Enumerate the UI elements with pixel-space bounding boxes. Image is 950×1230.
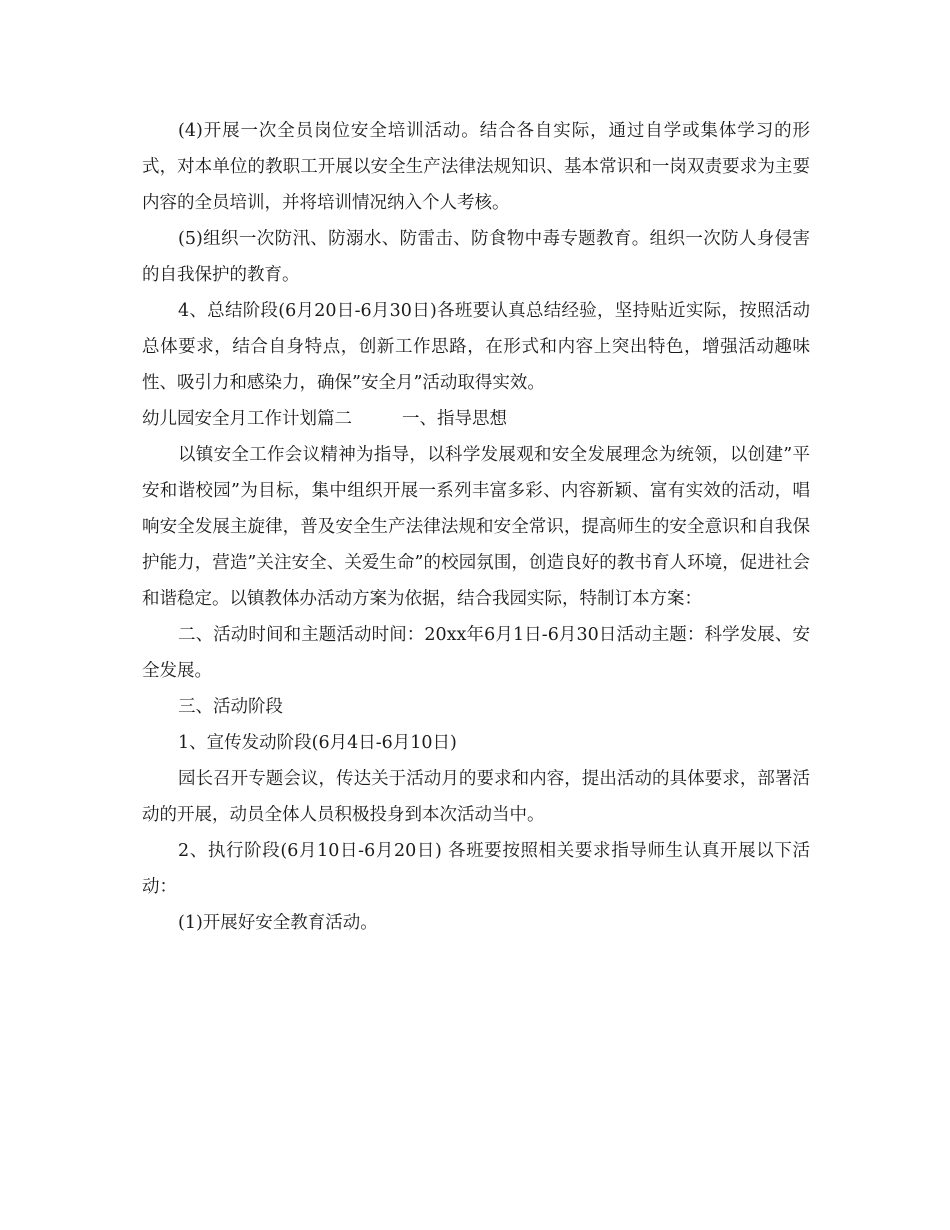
paragraph-special-education: (5)组织一次防汛、防溺水、防雷击、防食物中毒专题教育。组织一次防人身侵害的自我保护的教育。 [142, 229, 810, 285]
document-body [142, 113, 810, 941]
paragraph-staff-training: (4)开展一次全员岗位安全培训活动。结合各自实际，通过自学或集体学习的形式，对本单位的教职工开展以安全生产法律法规知识、基本常识和一岗双责要求为主要内容的全员培训，并将培训情况纳入个人考核。 [142, 121, 810, 213]
paragraph-activity-time-theme: 二、活动时间和主题活动时间：20xx年6月1日-6月30日活动主题：科学发展、安全发展。 [142, 625, 810, 681]
paragraph-safety-education: (1)开展好安全教育活动。 [178, 913, 378, 933]
section-heading [142, 401, 810, 437]
paragraph-activity-stages-heading: 三、活动阶段 [178, 697, 283, 717]
paragraph-publicity-stage: 1、宣传发动阶段(6月4日-6月10日) [178, 733, 457, 753]
section-subtitle: 一、指导思想 [402, 409, 507, 429]
section-title: 幼儿园安全月工作计划篇二 [142, 409, 352, 429]
paragraph-guiding-ideology: 以镇安全工作会议精神为指导，以科学发展观和安全发展理念为统领，以创建”平安和谐校园”为目标，集中组织开展一系列丰富多彩、内容新颖、富有实效的活动，唱响安全发展主旋律，普及安全生产法律法规和安全常识，提高师生的安全意识和自我保护能力，营造”关注安全、关爱生命”的校园氛围，创造良好的教书育人环境，促进社会和谐稳定。以镇教体办活动方案为依据，结合我园实际，特制订本方案： [142, 445, 810, 609]
paragraph-execution-stage: 2、执行阶段(6月10日-6月20日) 各班要按照相关要求指导师生认真开展以下活动： [142, 841, 810, 897]
paragraph-principal-meeting: 园长召开专题会议，传达关于活动月的要求和内容，提出活动的具体要求，部署活动的开展，动员全体人员积极投身到本次活动当中。 [142, 769, 810, 825]
paragraph-summary-stage: 4、总结阶段(6月20日-6月30日)各班要认真总结经验，坚持贴近实际，按照活动总体要求，结合自身特点，创新工作思路，在形式和内容上突出特色，增强活动趣味性、吸引力和感染力，确保”安全月”活动取得实效。 [142, 301, 810, 393]
